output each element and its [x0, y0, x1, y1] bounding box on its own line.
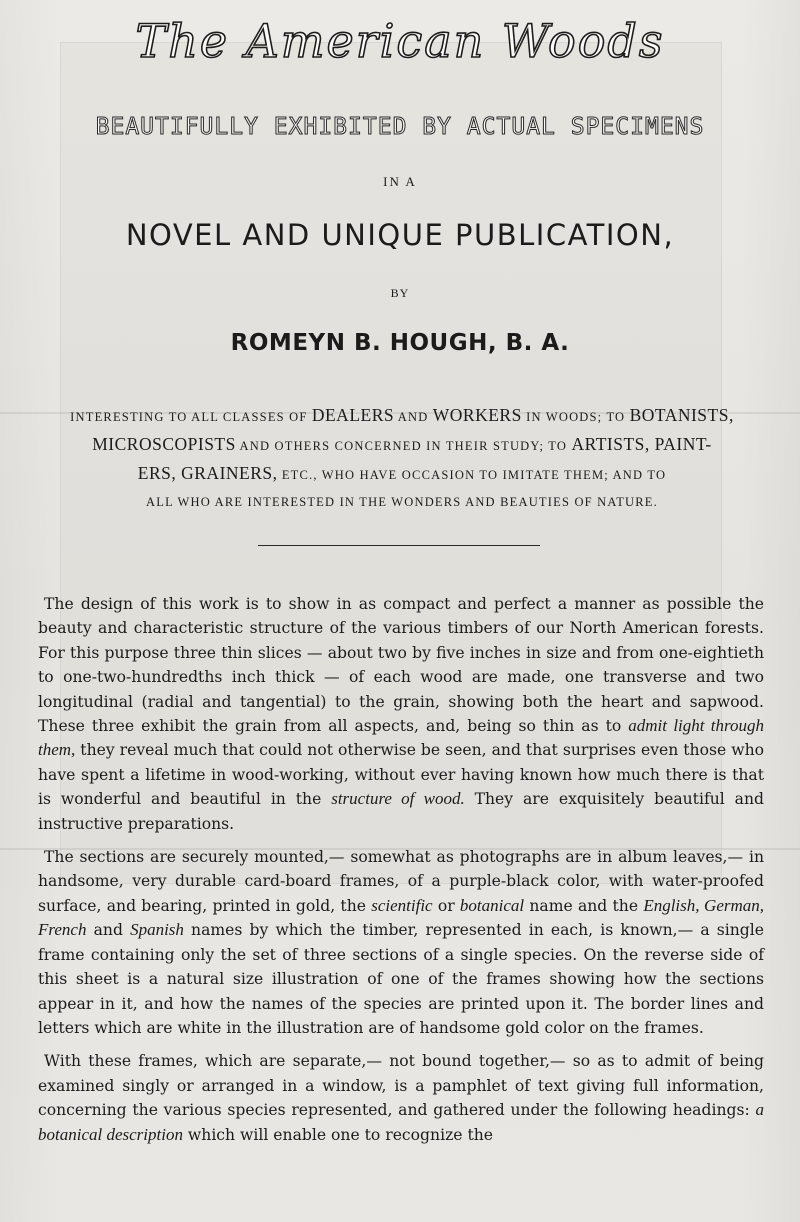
paragraph-sections: The sections are securely mounted,— somewhat as photographs are in album leaves,— in handsome, very durable card-board frames, of a purple-black color, with water-proofed surface, and bearing, printed in gold, the scientific or botanical name and the English, German, French and Spanish names by which the timber, represented in each, is known,— a single frame containing only the set of three sections of a single species. On the reverse side of this sheet is a natural size illustration of one of the frames showing how the sections appear in it, and how the names of the species are printed upon it. The border lines and letters which are white in the illustration are of handsome gold color on the frames.	[38, 848, 765, 1037]
by-line: BY	[390, 286, 410, 300]
audience-statement: INTERESTING TO ALL CLASSES OF DEALERS AND WORKERS IN WOODS; TO BOTANISTS, MICROSCOPISTS AND OTHERS CONCERNED IN THEIR STUDY; TO ARTISTS, PAINT- ERS, GRAINERS, ETC., WHO HAVE OCCASION TO IMITATE THEM; AND TO ALL WHO ARE INTERESTED IN THE WONDERS AND BEAUTIES OF NATURE.	[70, 405, 734, 509]
document-title: The American Woods	[135, 14, 665, 68]
publication-line: NOVEL AND UNIQUE PUBLICATION,	[125, 218, 675, 252]
document-subtitle: BEAUTIFULLY EXHIBITED BY ACTUAL SPECIMENS	[95, 114, 705, 140]
paragraph-design: The design of this work is to show in as compact and perfect a manner as possible the beauty and characteristic structure of the various timbers of our North American forests. For this purpose three thin slices — about two by five inches in size and from one-eightieth to one-two-hundredths inch thick — of each wood are made, one transverse and two longitudinal (radial and tangential) to the grain, showing both the heart and sapwood. These three exhibit the grain from all aspects, and, being so thin as to admit light through them, they reveal much that could not otherwise be seen, and that surprises even those who have spent a lifetime in wood-working, without ever having known how much there is that is wonderful and beautiful in the structure of wood. They are exquisitely beautiful and instructive preparations.	[38, 595, 765, 833]
paragraph-frames: With these frames, which are separate,— not bound together,— so as to admit of being examined singly or arranged in a window, is a pamphlet of text giving full information, concerning the various species represented, and gathered under the following headings: a botanical description which will enable one to recognize the	[38, 1052, 764, 1144]
in-a-line: IN A	[383, 174, 417, 189]
divider-rule	[258, 545, 540, 546]
author-name: ROMEYN B. HOUGH, B. A.	[230, 330, 570, 356]
body-text	[38, 592, 764, 1156]
